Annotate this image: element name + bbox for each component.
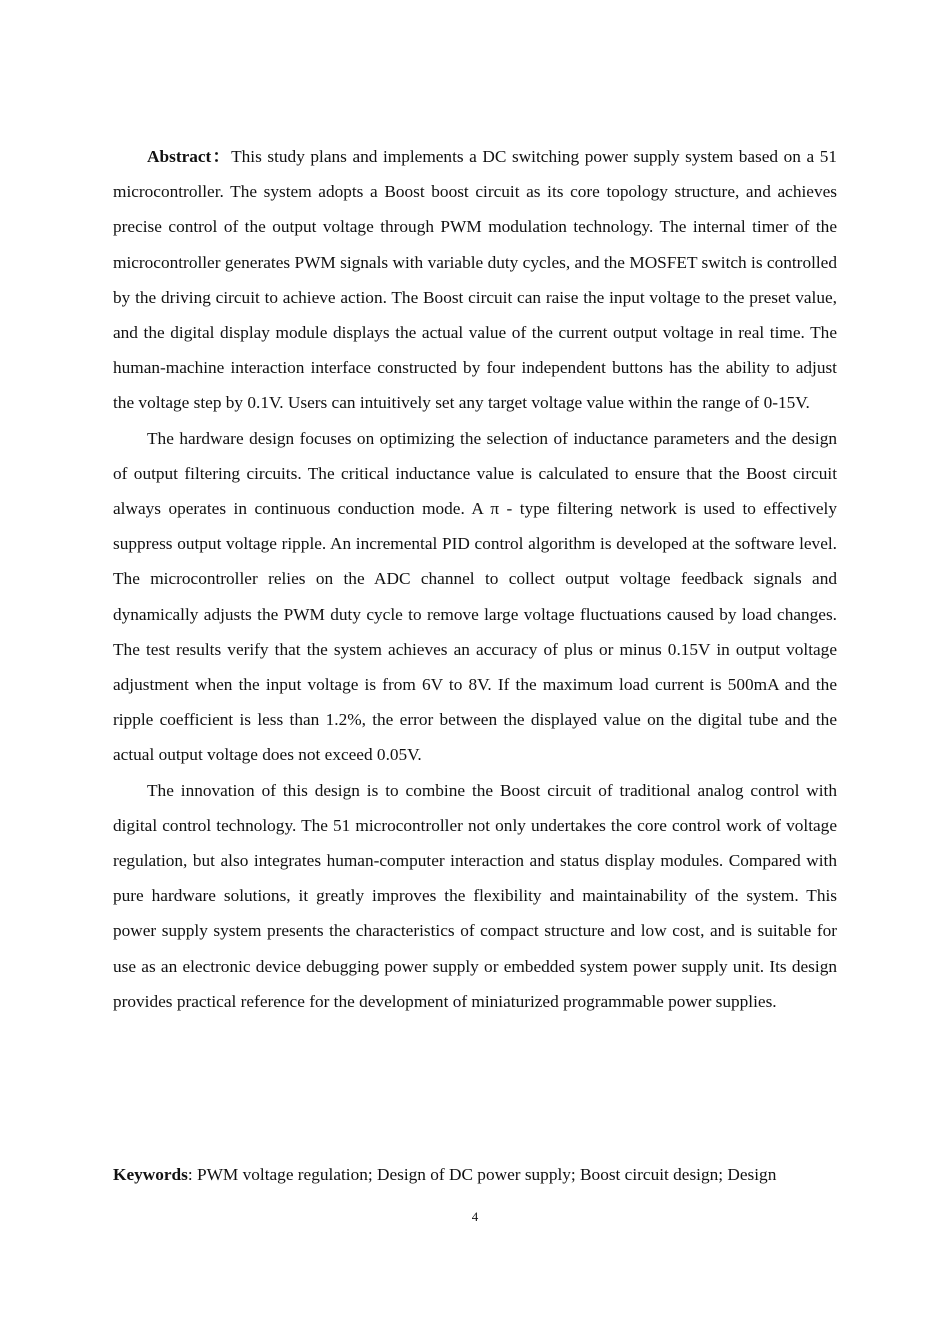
keywords-label: Keywords: [113, 1165, 188, 1184]
abstract-paragraph-1: [113, 139, 837, 421]
keywords-text: : PWM voltage regulation; Design of DC power supply; Boost circuit design; Design: [187, 1165, 777, 1184]
abstract-section: [113, 139, 837, 1019]
abstract-paragraph-3: The innovation of this design is to combine the Boost circuit of traditional analog control with digital control technology. The 51 microcontroller not only undertakes the core control work of voltage regulation, but also integrates human-computer interaction and status display modules. Compared with pure hardware solutions, it greatly improves the flexibility and maintainability of the system. This power supply system presents the characteristics of compact structure and low cost, and is suitable for use as an electronic device debugging power supply or embedded system power supply unit. Its design provides practical reference for the development of miniaturized programmable power supplies.: [113, 780, 837, 1011]
abstract-paragraph-2: The hardware design focuses on optimizing the selection of inductance parameters and the design of output filtering circuits. The critical inductance value is calculated to ensure that the Boost circuit always operates in continuous conduction mode. A π - type filtering network is used to effectively suppress output voltage ripple. An incremental PID control algorithm is developed at the software level. The microcontroller relies on the ADC channel to collect output voltage feedback signals and dynamically adjusts the PWM duty cycle to remove large voltage fluctuations caused by load changes. The test results verify that the system achieves an accuracy of plus or minus 0.15V in output voltage adjustment when the input voltage is from 6V to 8V. If the maximum load current is 500mA and the ripple coefficient is less than 1.2%, the error between the displayed value on the digital tube and the actual output voltage does not exceed 0.05V.: [113, 428, 837, 765]
abstract-paragraph-1-text: This study plans and implements a DC switching power supply system based on a 51 microcontroller. The system adopts a Boost boost circuit as its core topology structure, and achieves precise control of the output voltage through PWM modulation technology. The internal timer of the microcontroller generates PWM signals with variable duty cycles, and the MOSFET switch is controlled by the driving circuit to achieve action. The Boost circuit can raise the input voltage to the preset value, and the digital display module displays the actual value of the current output voltage in real time. The human-machine interaction interface constructed by four independent buttons has the ability to adjust the voltage step by 0.1V. Users can intuitively set any target voltage value within the range of 0-15V.: [113, 147, 837, 413]
page-number: 4: [471, 1209, 479, 1224]
keywords-line: [113, 1157, 837, 1192]
abstract-label: Abstract：: [147, 147, 232, 166]
